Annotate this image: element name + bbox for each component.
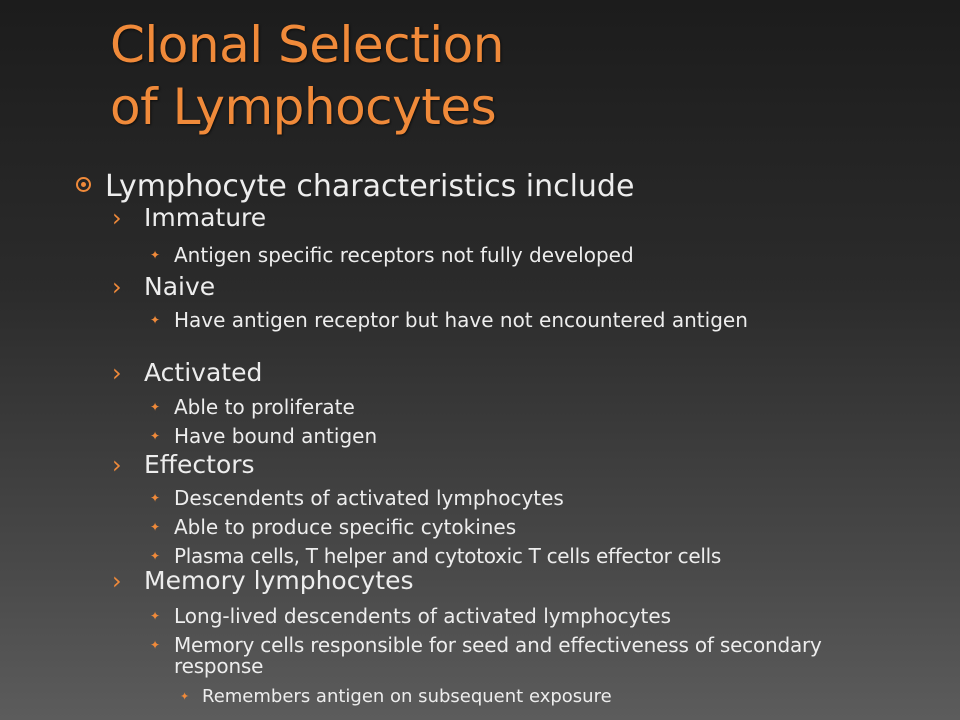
four-point-star-icon: ✦ xyxy=(150,400,161,414)
four-point-star-icon: ✦ xyxy=(150,638,161,652)
sub-bullet: ✦ Antigen specific receptors not fully developed xyxy=(150,243,634,267)
sub-sub-bullet: ✦ Remembers antigen on subsequent exposure xyxy=(180,686,612,707)
target-circle-icon xyxy=(76,177,91,192)
chevron-right-icon: › xyxy=(112,204,122,232)
sub-bullet: ✦ Plasma cells, T helper and cytotoxic T cells effector cells xyxy=(150,544,721,568)
sub-bullet: ✦ Memory cells responsible for seed and effectiveness of secondary response xyxy=(150,633,822,678)
chevron-right-icon: › xyxy=(112,567,122,595)
bullet-level1-text: Lymphocyte characteristics include xyxy=(105,169,635,204)
chevron-right-icon: › xyxy=(112,273,122,301)
four-point-star-icon: ✦ xyxy=(150,549,161,563)
bullet-label: Immature xyxy=(144,203,267,232)
sub-bullet: ✦ Descendents of activated lymphocytes xyxy=(150,486,564,510)
bullet-label: Memory lymphocytes xyxy=(144,566,414,595)
bullet-level1 xyxy=(76,168,634,206)
sub-bullet: ✦ Able to proliferate xyxy=(150,395,355,419)
bullet-label: Effectors xyxy=(144,450,255,479)
sub-bullet: ✦ Have bound antigen xyxy=(150,424,378,448)
four-point-star-icon: ✦ xyxy=(150,248,161,262)
sub-bullet: ✦ Able to produce specific cytokines xyxy=(150,515,517,539)
bullet-effectors xyxy=(112,450,255,480)
four-point-star-icon: ✦ xyxy=(180,690,190,703)
chevron-right-icon: › xyxy=(112,359,122,387)
bullet-activated xyxy=(112,358,262,388)
sub-bullet: ✦ Have antigen receptor but have not encountered antigen xyxy=(150,308,748,332)
title-line-1: Clonal Selection xyxy=(110,16,504,74)
chevron-right-icon: › xyxy=(112,451,122,479)
four-point-star-icon: ✦ xyxy=(150,491,161,505)
four-point-star-icon: ✦ xyxy=(150,609,161,623)
four-point-star-icon: ✦ xyxy=(150,520,161,534)
four-point-star-icon: ✦ xyxy=(150,313,161,327)
bullet-naive xyxy=(112,272,215,302)
title-line-2: of Lymphocytes xyxy=(110,78,497,136)
sub-bullet: ✦ Long-lived descendents of activated lymphocytes xyxy=(150,604,672,628)
bullet-memory xyxy=(112,566,413,596)
bullet-label: Naive xyxy=(144,272,216,301)
bullet-label: Activated xyxy=(144,358,263,387)
slide-title xyxy=(110,14,504,138)
bullet-immature xyxy=(112,203,266,233)
four-point-star-icon: ✦ xyxy=(150,429,161,443)
